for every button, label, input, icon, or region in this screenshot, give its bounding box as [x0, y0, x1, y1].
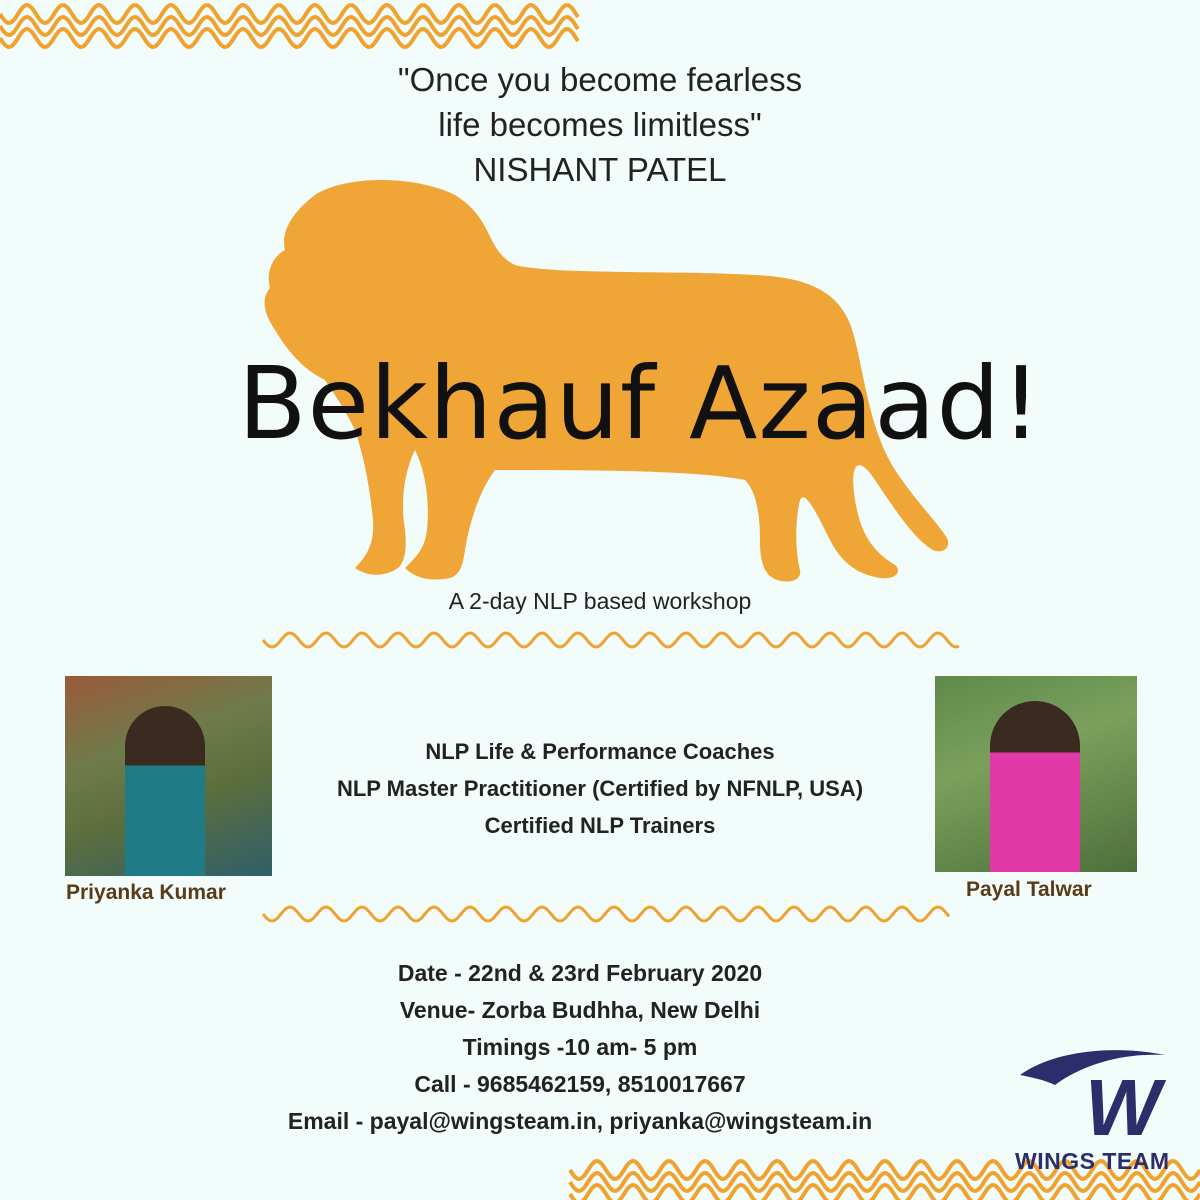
coach-name-right: Payal Talwar [966, 878, 1092, 901]
quote-line-2: life becomes limitless" [438, 106, 762, 143]
workshop-title: Bekhauf Azaad! [237, 345, 1043, 462]
workshop-subtitle: A 2-day NLP based workshop [448, 588, 752, 614]
wings-logo-icon [1015, 1045, 1175, 1140]
event-timings: Timings -10 am- 5 pm [462, 1034, 698, 1060]
credential-line: NLP Life & Performance Coaches [425, 739, 775, 764]
brand-name: WINGS TEAM [1015, 1148, 1170, 1174]
coach-photo-payal [935, 676, 1137, 872]
event-email: Email - payal@wingsteam.in, priyanka@wingsteam.in [287, 1108, 873, 1134]
quote-author: NISHANT PATEL [473, 151, 727, 188]
event-date: Date - 22nd & 23rd February 2020 [397, 960, 763, 986]
logo-letter: W [1085, 1063, 1161, 1140]
lower-wave-line [263, 907, 949, 921]
middle-wave-line [263, 633, 959, 647]
credential-line: NLP Master Practitioner (Certified by NFNLP, USA) [336, 776, 864, 801]
bottom-wave-line [570, 1185, 1200, 1200]
event-details [180, 955, 980, 1140]
coach-photo-priyanka [65, 676, 272, 876]
quote-block [300, 57, 900, 192]
coach-figure-right [990, 701, 1080, 872]
event-venue: Venue- Zorba Budhha, New Delhi [399, 997, 761, 1023]
coach-figure-left [125, 706, 205, 876]
quote-line-1: "Once you become fearless [397, 61, 803, 98]
credentials-block [270, 733, 930, 844]
event-phone: Call - 9685462159, 8510017667 [414, 1071, 746, 1097]
coach-name-left: Priyanka Kumar [66, 881, 226, 904]
credential-line: Certified NLP Trainers [484, 813, 716, 838]
